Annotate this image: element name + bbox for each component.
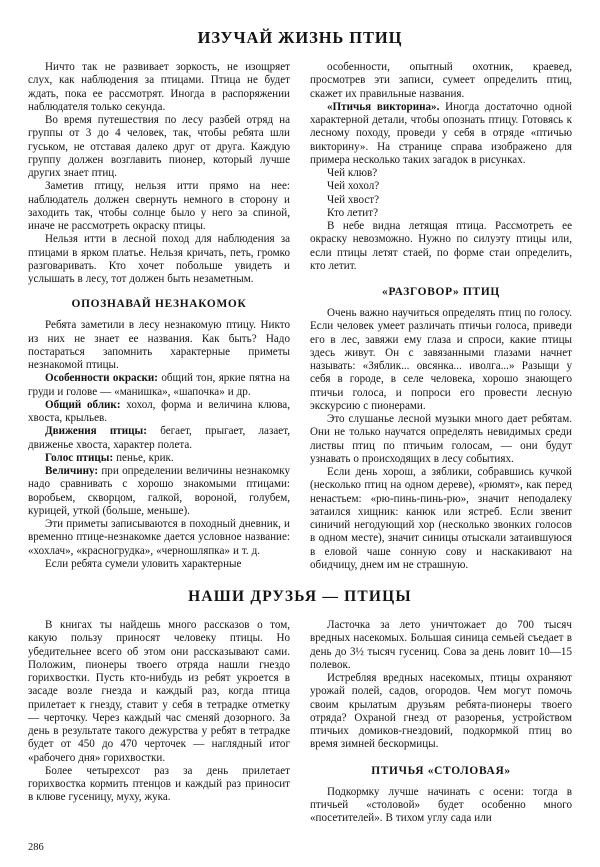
trait-label: Голос птицы:: [45, 451, 114, 464]
paragraph: Ласточка за лето уничтожает до 700 тысяч вредных насекомых. Большая синица семьей съедает в день до 3½ тысяч гусениц. Сова за день ловит 10—15 полевок.: [310, 619, 572, 671]
trait-text: при определении величины незнакомку надо сравнивать с хорошо знакомыми птицами: воробьем, скворцом, галкой, вороной, голубем, курицей, уткой (больше, меньше).: [28, 465, 290, 517]
paragraph: особенности, опытный охотник, краевед, просмотрев эти записи, сумеет определить птиц, скажет их правильные названия.: [310, 61, 572, 100]
quiz-question: Чей хохол?: [327, 180, 380, 193]
section-heading-ptichya-stolovaya: ПТИЧЬЯ «СТОЛОВАЯ»: [371, 764, 511, 777]
paragraph: Подкормку лучше начинать с осени: тогда в птичьей «столовой» будет особенно много «посетителей». В тихом углу сада или: [310, 785, 572, 824]
paragraph: В небе видна летящая птица. Рассмотреть ее окраску невозможно. Нужно по силуэту птицы или, если птицы летят стаей, по форме стаи определить, кто летит.: [310, 220, 572, 272]
left-column: [28, 61, 290, 571]
paragraph: Ничто так не развивает зоркость, не изощряет слух, как наблюдения за птицами. Птица не будет ждать, пока ее рассмотрят. Иногда в распоряжении наблюдателя только секунда.: [28, 61, 290, 113]
band-title-nashi-druzya: НАШИ ДРУЗЬЯ — ПТИЦЫ: [188, 588, 412, 605]
trait-item: [28, 452, 290, 465]
quiz-question: Чей хвост?: [327, 193, 380, 206]
trait-label: Особенности окраски:: [45, 372, 158, 385]
lower-columns: [28, 619, 572, 825]
paragraph: Нельзя итти в лесной поход для наблюдения за птицами в ярком платье. Нельзя кричать, петь, громко разговаривать. Кто хочет побольше увидеть и услышать в лесу, тот должен быть незаметным.: [28, 233, 290, 285]
trait-text: общий тон, яркие пятна на груди и голове — «манишка», «шапочка» и др.: [28, 372, 290, 398]
trait-item: [28, 465, 290, 518]
trait-text: бегает, прыгает, лазает, движенье хвоста, характер полета.: [28, 425, 290, 451]
paragraph: Во время путешествия по лесу разбей отряд на группы от 3 до 4 человек, так, чтобы ребята шли гуськом, не отставая далеко друг от друга. Каждую группу должен возглавить пионер, который лучше других знает птиц.: [28, 114, 290, 179]
section-heading-opoznavai: ОПОЗНАВАЙ НЕЗНАКОМОК: [71, 298, 247, 311]
paragraph: Более четырехсот раз за день прилетает горихвостка кормить птенцов и каждый раз приносит в клюве гусеницу, муху, жука.: [28, 764, 290, 804]
trait-text: пенье, крик.: [113, 451, 174, 464]
paragraph: Истребляя вредных насекомых, птицы охраняют урожай полей, садов, огородов. Чем могут помочь своим крылатым друзьям ребята-пионеры твоего отряда? Охраной гнезд от разоренья, устройством птичьих домиков-гнездовий, подкормкой птиц во время зимней бескормицы.: [310, 672, 572, 751]
paragraph: В книгах ты найдешь много рассказов о том, какую пользу приносят человеку птицы. Но убедительнее всего об этом они рассказывают сами. Положим, пионеры твоего отряда нашли гнездо горихвостки. Пусть кто-нибудь из ребят укроется в засаде возле гнезда и каждый раз, когда птица прилетает к гнезду, ставит у себя в тетрадке отметку — черточку. Через каждый час сменяй дозорного. За день в результате такого дежурства у ребят в тетрадке будет от 450 до 470 черточек — наглядный итог «рабочего дня» горихвостки.: [28, 619, 290, 764]
upper-columns: [28, 61, 572, 572]
lower-left-column: [28, 619, 290, 805]
paragraph: Если ребята сумели уловить характерные: [45, 557, 242, 570]
quiz-question: Чей клюв?: [327, 167, 378, 179]
paragraph: Ребята заметили в лесу незнакомую птицу. Никто из них не знает ее названия. Как быть? Надо постараться запомнить характерные приметы незнакомой птицы.: [28, 319, 290, 371]
quiz-paragraph: [310, 101, 572, 167]
section-heading-razgovor: «РАЗГОВОР» ПТИЦ: [382, 286, 500, 298]
band-title-wrap: [28, 588, 572, 606]
right-column: [310, 61, 572, 572]
paragraph: Это слушанье лесной музыки много дает ребятам. Они не только научатся определять невидимых среди листвы птиц по птичьим голосам, — они будут узнавать о происходящих в лесу событиях.: [310, 413, 572, 465]
paragraph: Заметив птицу, нельзя итти прямо на нее: наблюдатель должен свернуть немного в сторону и заходить так, чтобы солнце было у него за спиной, иначе не рассмотреть окраску птицы.: [28, 180, 290, 232]
trait-item: [28, 372, 290, 399]
quiz-lead: «Птичья викторина».: [327, 100, 440, 113]
trait-text: хохол, форма и величина клюва, хвоста, крыльев.: [28, 398, 290, 424]
paragraph: Если день хорош, а зяблики, собравшись кучкой (несколько птиц на одном дереве), «рюмят», как перед ненастьем: «рю-пинь-пинь-рю», значит неподалеку затаился хищник: канюк или ястреб. Если звенит синичий негодующий хор (несколько звонких голосов в одном месте), значит синицы отыскали затаившуюся в еловой чаше сонную сову и наскакивают на обидчицу, днем им не страшную.: [310, 466, 572, 571]
trait-item: [28, 425, 290, 452]
trait-label: Движения птицы:: [45, 425, 147, 438]
lower-right-column: [310, 619, 572, 825]
paragraph: Очень важно научиться определять птиц по голосу. Если человек умеет различать птичьи голоса, приведи его в лес, завяжи ему глаза и спроси, какие птицы здесь живут. Он с завязанными глазами начнет называть: «Зяблик... овсянка... иволга...» Разыщи у себя в городе, в селе человека, хорошо знающего птичьи голоса, и попроси его провести лесную экскурсию с пионерами.: [310, 307, 572, 412]
page-number: 286: [28, 842, 44, 853]
quiz-question: Кто летит?: [327, 206, 379, 219]
trait-label: Величину:: [45, 465, 99, 477]
trait-label: Общий облик:: [45, 398, 121, 411]
paragraph: Эти приметы записываются в походный дневник, и временно птице-незнакомке дается условное название: «хохлач», «красногрудка», «черношляпка» и т. д.: [28, 518, 290, 557]
trait-item: [28, 399, 290, 426]
quiz-text: Иногда достаточно одной характерной детали, чтобы опознать птицу. Готовясь к лесному походу, проведи у себя в отряде «птичью викторину». На странице справа изображено для примера несколько таких загадок в рисунках.: [310, 100, 572, 166]
page-title: ИЗУЧАЙ ЖИЗНЬ ПТИЦ: [197, 28, 403, 47]
